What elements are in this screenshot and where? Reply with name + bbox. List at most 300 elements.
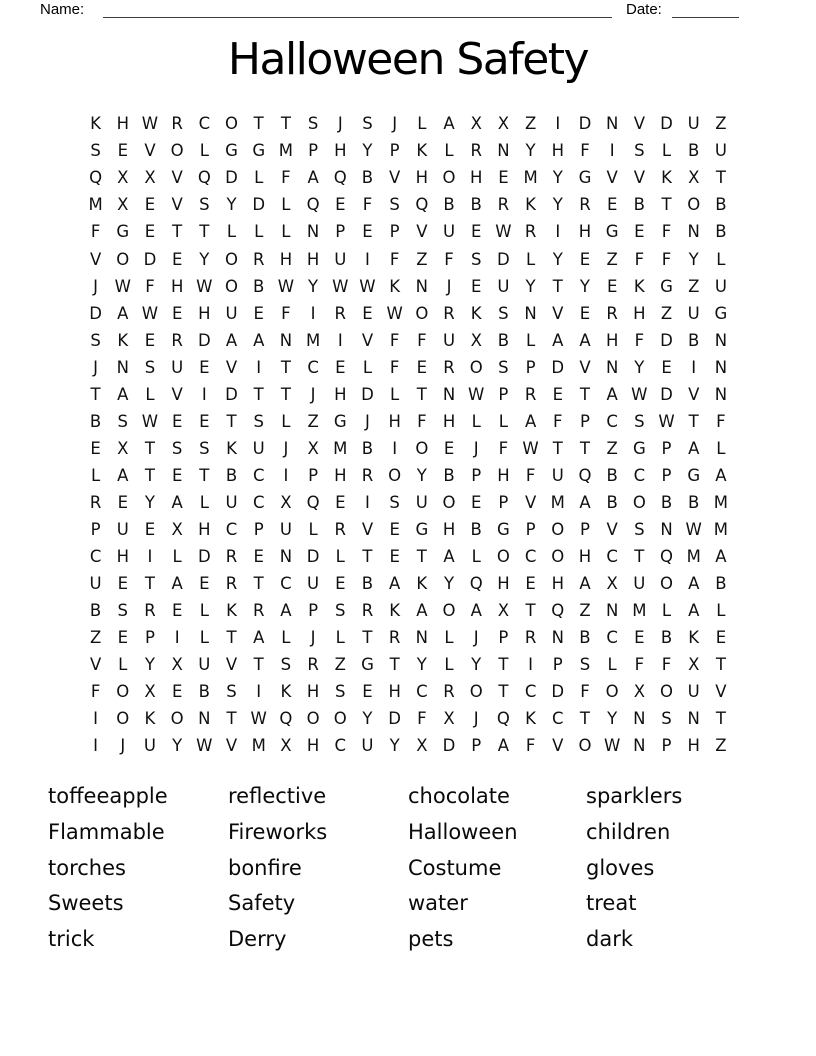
grid-cell: O bbox=[496, 547, 510, 567]
grid-cell: O bbox=[415, 303, 429, 323]
grid-cell: G bbox=[252, 141, 266, 161]
grid-cell: N bbox=[116, 357, 129, 377]
grid-cell: O bbox=[687, 195, 701, 215]
grid-cell: U bbox=[252, 438, 265, 458]
grid-cell: O bbox=[551, 547, 565, 567]
grid-cell: O bbox=[442, 492, 456, 512]
grid-cell: V bbox=[688, 384, 700, 404]
grid-cell: F bbox=[389, 357, 400, 377]
grid-cell: Z bbox=[688, 276, 700, 296]
grid-cell: W bbox=[196, 736, 213, 756]
grid-cell: S bbox=[199, 195, 210, 215]
grid-cell: U bbox=[714, 141, 727, 161]
grid-cell: I bbox=[392, 438, 398, 458]
grid-cell: U bbox=[687, 114, 700, 134]
grid-cell: H bbox=[116, 114, 129, 134]
grid-cell: S bbox=[90, 141, 101, 161]
grid-cell: O bbox=[469, 682, 483, 702]
grid-cell: M bbox=[523, 168, 538, 188]
word-list-column bbox=[586, 779, 682, 958]
grid-cell: C bbox=[252, 492, 265, 512]
grid-cell: S bbox=[362, 114, 373, 134]
grid-cell: V bbox=[552, 303, 564, 323]
grid-cell: T bbox=[552, 438, 563, 458]
grid-cell: E bbox=[443, 438, 455, 458]
grid-cell: U bbox=[442, 330, 456, 350]
grid-cell: H bbox=[198, 519, 211, 539]
grid-cell: J bbox=[310, 384, 316, 404]
grid-cell: T bbox=[362, 628, 373, 648]
grid-cell: I bbox=[174, 628, 180, 648]
grid-cell: U bbox=[361, 736, 374, 756]
grid-cell: Q bbox=[578, 465, 592, 485]
grid-cell: W bbox=[141, 114, 159, 134]
grid-cell: R bbox=[171, 330, 183, 350]
grid-cell: C bbox=[334, 736, 347, 756]
grid-cell: N bbox=[415, 628, 429, 648]
grid-cell: U bbox=[687, 682, 700, 702]
grid-cell: E bbox=[634, 628, 645, 648]
grid-cell: N bbox=[605, 114, 619, 134]
grid-cell: U bbox=[442, 222, 456, 242]
word-list-item: dark bbox=[586, 927, 633, 952]
grid-cell: S bbox=[470, 249, 482, 269]
grid-cell: X bbox=[443, 709, 455, 729]
grid-cell: H bbox=[605, 330, 619, 350]
grid-cell: A bbox=[225, 330, 238, 350]
word-list-column bbox=[408, 779, 518, 958]
grid-cell: E bbox=[117, 574, 128, 594]
grid-cell: K bbox=[416, 141, 428, 161]
word-list-item: Halloween bbox=[408, 819, 518, 844]
grid-cell: Z bbox=[606, 249, 618, 269]
grid-cell: A bbox=[606, 384, 618, 404]
grid-cell: E bbox=[171, 682, 183, 702]
grid-cell: E bbox=[199, 574, 210, 594]
grid-cell: F bbox=[417, 709, 427, 729]
grid-cell: X bbox=[171, 655, 183, 675]
date-fill-line bbox=[672, 17, 739, 18]
grid-cell: K bbox=[688, 628, 700, 648]
grid-cell: T bbox=[90, 384, 101, 404]
grid-cell: S bbox=[117, 601, 129, 621]
grid-cell: R bbox=[225, 547, 238, 567]
grid-cell: L bbox=[199, 601, 209, 621]
word-list-item: children bbox=[586, 819, 671, 844]
grid-cell: B bbox=[470, 195, 482, 215]
grid-cell: L bbox=[661, 141, 672, 161]
grid-cell: W bbox=[603, 736, 621, 756]
grid-cell: S bbox=[389, 492, 400, 512]
grid-cell: U bbox=[198, 655, 211, 675]
grid-cell: W bbox=[141, 303, 159, 323]
grid-cell: H bbox=[442, 519, 456, 539]
grid-cell: E bbox=[471, 222, 482, 242]
grid-cell: L bbox=[281, 628, 291, 648]
grid-cell: S bbox=[280, 655, 292, 675]
grid-cell: O bbox=[605, 682, 619, 702]
grid-cell: H bbox=[497, 574, 510, 594]
grid-cell: L bbox=[716, 438, 726, 458]
grid-cell: F bbox=[661, 249, 672, 269]
grid-cell: Z bbox=[715, 736, 727, 756]
word-list-item: treat bbox=[586, 891, 637, 916]
grid-cell: X bbox=[633, 682, 645, 702]
grid-cell: H bbox=[306, 249, 320, 269]
grid-cell: T bbox=[579, 709, 591, 729]
grid-cell: P bbox=[144, 628, 155, 648]
grid-cell: O bbox=[170, 709, 184, 729]
grid-cell: N bbox=[714, 330, 728, 350]
grid-cell: O bbox=[660, 682, 674, 702]
grid-cell: U bbox=[89, 574, 102, 594]
grid-cell: Q bbox=[551, 601, 565, 621]
grid-cell: J bbox=[283, 438, 289, 458]
grid-cell: E bbox=[362, 303, 373, 323]
grid-cell: D bbox=[578, 114, 592, 134]
grid-cell: I bbox=[528, 655, 534, 675]
grid-cell: U bbox=[116, 519, 129, 539]
grid-cell: Y bbox=[688, 249, 699, 269]
grid-cell: T bbox=[552, 276, 563, 296]
grid-cell: Y bbox=[552, 249, 563, 269]
grid-cell: R bbox=[524, 384, 537, 404]
grid-cell: B bbox=[225, 465, 238, 485]
grid-cell: D bbox=[225, 168, 238, 188]
grid-cell: J bbox=[120, 736, 126, 756]
grid-cell: W bbox=[468, 384, 485, 404]
grid-cell: A bbox=[443, 547, 455, 567]
grid-cell: U bbox=[687, 303, 700, 323]
grid-cell: S bbox=[498, 357, 509, 377]
grid-cell: A bbox=[171, 574, 183, 594]
grid-cell: W bbox=[141, 411, 159, 431]
grid-cell: K bbox=[389, 601, 401, 621]
grid-cell: S bbox=[226, 682, 237, 702]
grid-cell: G bbox=[605, 222, 619, 242]
grid-cell: N bbox=[442, 384, 456, 404]
grid-cell: G bbox=[687, 465, 701, 485]
grid-cell: P bbox=[525, 357, 536, 377]
grid-cell: H bbox=[687, 736, 700, 756]
grid-cell: I bbox=[555, 222, 561, 242]
grid-cell: E bbox=[715, 628, 727, 648]
grid-cell: Z bbox=[524, 114, 537, 134]
grid-cell: B bbox=[579, 628, 591, 648]
grid-cell: F bbox=[498, 438, 509, 458]
grid-cell: O bbox=[116, 682, 130, 702]
grid-cell: Y bbox=[443, 574, 455, 594]
grid-cell: R bbox=[524, 222, 537, 242]
grid-cell: Z bbox=[334, 655, 346, 675]
grid-cell: T bbox=[253, 114, 264, 134]
grid-cell: Z bbox=[715, 114, 727, 134]
grid-cell: O bbox=[116, 709, 130, 729]
grid-cell: P bbox=[661, 736, 672, 756]
grid-cell: D bbox=[197, 330, 211, 350]
grid-cell: T bbox=[144, 438, 156, 458]
grid-cell: C bbox=[198, 114, 211, 134]
grid-cell: U bbox=[225, 492, 238, 512]
grid-cell: I bbox=[201, 384, 207, 404]
grid-cell: B bbox=[715, 574, 727, 594]
grid-cell: F bbox=[90, 222, 101, 242]
grid-cell: V bbox=[389, 168, 401, 188]
grid-cell: D bbox=[388, 709, 402, 729]
grid-cell: F bbox=[417, 411, 427, 431]
grid-cell: E bbox=[253, 547, 264, 567]
grid-cell: R bbox=[89, 492, 102, 512]
grid-cell: W bbox=[250, 709, 267, 729]
grid-cell: B bbox=[606, 465, 618, 485]
grid-cell: M bbox=[713, 492, 729, 512]
grid-cell: E bbox=[253, 303, 264, 323]
grid-cell: G bbox=[578, 168, 592, 188]
grid-cell: Z bbox=[307, 411, 319, 431]
grid-cell: K bbox=[661, 168, 672, 188]
word-list-item: bonfire bbox=[228, 855, 302, 880]
grid-cell: F bbox=[389, 330, 400, 350]
grid-cell: F bbox=[634, 330, 645, 350]
grid-cell: E bbox=[362, 222, 373, 242]
grid-cell: H bbox=[334, 465, 347, 485]
grid-cell: A bbox=[253, 628, 265, 648]
grid-cell: T bbox=[253, 655, 264, 675]
grid-cell: X bbox=[171, 519, 183, 539]
grid-cell: O bbox=[632, 492, 646, 512]
grid-cell: X bbox=[280, 492, 292, 512]
grid-cell: R bbox=[443, 357, 455, 377]
grid-cell: E bbox=[144, 519, 156, 539]
grid-cell: Q bbox=[660, 547, 674, 567]
grid-cell: O bbox=[225, 276, 239, 296]
grid-cell: L bbox=[607, 655, 617, 675]
grid-cell: V bbox=[715, 682, 727, 702]
grid-cell: B bbox=[606, 492, 618, 512]
grid-cell: N bbox=[714, 384, 728, 404]
grid-cell: Y bbox=[416, 655, 427, 675]
grid-cell: P bbox=[471, 465, 482, 485]
grid-cell: G bbox=[415, 519, 429, 539]
grid-cell: M bbox=[278, 141, 294, 161]
grid-cell: F bbox=[444, 249, 454, 269]
wordsearch-grid bbox=[82, 111, 735, 760]
grid-cell: U bbox=[143, 736, 156, 756]
grid-cell: T bbox=[226, 628, 237, 648]
grid-cell: V bbox=[606, 519, 618, 539]
grid-cell: H bbox=[334, 384, 347, 404]
grid-cell: R bbox=[361, 465, 374, 485]
word-list-item: Safety bbox=[228, 891, 296, 916]
grid-cell: H bbox=[470, 168, 483, 188]
grid-cell: P bbox=[253, 519, 264, 539]
grid-cell: O bbox=[415, 438, 429, 458]
grid-cell: P bbox=[90, 519, 101, 539]
word-list-item: Sweets bbox=[48, 891, 124, 916]
grid-cell: F bbox=[580, 682, 590, 702]
grid-cell: R bbox=[252, 249, 265, 269]
grid-cell: P bbox=[389, 222, 400, 242]
grid-cell: T bbox=[416, 547, 427, 567]
grid-cell: Y bbox=[172, 736, 183, 756]
grid-cell: S bbox=[144, 357, 156, 377]
grid-cell: B bbox=[361, 574, 374, 594]
grid-cell: E bbox=[579, 303, 591, 323]
grid-cell: S bbox=[171, 438, 183, 458]
grid-cell: L bbox=[661, 601, 672, 621]
grid-cell: I bbox=[555, 114, 561, 134]
grid-cell: L bbox=[145, 384, 155, 404]
grid-cell: Y bbox=[226, 195, 237, 215]
grid-cell: N bbox=[497, 141, 510, 161]
grid-cell: X bbox=[280, 736, 292, 756]
grid-cell: B bbox=[198, 682, 210, 702]
grid-cell: C bbox=[552, 709, 564, 729]
word-list-item: Costume bbox=[408, 855, 502, 880]
grid-cell: U bbox=[307, 574, 320, 594]
grid-cell: O bbox=[306, 709, 320, 729]
grid-cell: L bbox=[390, 384, 400, 404]
grid-cell: R bbox=[225, 574, 238, 594]
grid-cell: E bbox=[199, 411, 210, 431]
grid-cell: E bbox=[117, 141, 128, 161]
grid-cell: J bbox=[93, 357, 99, 377]
grid-cell: X bbox=[688, 168, 700, 188]
grid-cell: W bbox=[522, 438, 539, 458]
word-list-item: chocolate bbox=[408, 784, 510, 808]
grid-cell: H bbox=[306, 682, 320, 702]
grid-cell: V bbox=[361, 330, 374, 350]
grid-cell: E bbox=[471, 276, 482, 296]
grid-cell: M bbox=[333, 438, 348, 458]
grid-cell: L bbox=[281, 195, 291, 215]
grid-cell: E bbox=[117, 492, 128, 512]
grid-cell: B bbox=[715, 195, 727, 215]
grid-cell: N bbox=[198, 709, 211, 729]
grid-cell: K bbox=[144, 709, 156, 729]
grid-cell: U bbox=[415, 492, 428, 512]
grid-cell: H bbox=[334, 141, 347, 161]
grid-cell: K bbox=[389, 276, 401, 296]
grid-cell: E bbox=[171, 411, 183, 431]
grid-cell: B bbox=[688, 492, 700, 512]
grid-cell: Y bbox=[308, 276, 319, 296]
grid-cell: O bbox=[170, 141, 184, 161]
grid-cell: Q bbox=[306, 195, 320, 215]
word-list-item: sparklers bbox=[586, 784, 683, 808]
grid-cell: A bbox=[117, 303, 129, 323]
grid-cell: D bbox=[660, 330, 673, 350]
grid-cell: O bbox=[578, 736, 592, 756]
grid-cell: W bbox=[631, 384, 648, 404]
grid-cell: T bbox=[498, 682, 509, 702]
grid-cell: I bbox=[93, 709, 99, 729]
grid-cell: L bbox=[172, 547, 182, 567]
grid-cell: Y bbox=[579, 276, 591, 296]
grid-cell: B bbox=[253, 276, 265, 296]
grid-cell: G bbox=[497, 519, 510, 539]
grid-cell: T bbox=[634, 547, 645, 567]
grid-cell: U bbox=[714, 276, 727, 296]
grid-cell: F bbox=[634, 249, 645, 269]
word-list-item: Fireworks bbox=[228, 819, 328, 844]
grid-cell: K bbox=[525, 709, 536, 729]
grid-cell: L bbox=[199, 628, 209, 648]
grid-cell: L bbox=[281, 411, 291, 431]
grid-cell: D bbox=[497, 249, 510, 269]
grid-cell: A bbox=[443, 114, 455, 134]
grid-cell: A bbox=[688, 574, 700, 594]
grid-cell: U bbox=[551, 465, 564, 485]
grid-cell: N bbox=[605, 357, 619, 377]
grid-cell: J bbox=[446, 276, 452, 296]
grid-cell: C bbox=[606, 628, 618, 648]
grid-cell: I bbox=[337, 330, 343, 350]
grid-cell: L bbox=[716, 601, 726, 621]
grid-cell: Z bbox=[416, 249, 428, 269]
grid-cell: N bbox=[714, 357, 728, 377]
grid-cell: E bbox=[579, 249, 591, 269]
grid-cell: T bbox=[199, 222, 210, 242]
grid-cell: Y bbox=[144, 492, 156, 512]
grid-cell: N bbox=[660, 519, 673, 539]
grid-cell: O bbox=[116, 249, 130, 269]
grid-cell: W bbox=[114, 276, 131, 296]
grid-cell: N bbox=[551, 628, 564, 648]
grid-cell: X bbox=[606, 574, 618, 594]
word-list-column bbox=[228, 779, 327, 958]
grid-cell: I bbox=[365, 492, 370, 512]
grid-cell: Z bbox=[579, 601, 591, 621]
grid-cell: Q bbox=[89, 168, 103, 188]
grid-cell: T bbox=[715, 168, 726, 188]
grid-cell: E bbox=[525, 574, 536, 594]
grid-cell: J bbox=[365, 411, 370, 431]
grid-cell: V bbox=[606, 168, 618, 188]
grid-cell: Y bbox=[416, 465, 427, 485]
grid-cell: L bbox=[444, 628, 454, 648]
grid-cell: O bbox=[469, 357, 483, 377]
grid-cell: M bbox=[632, 601, 647, 621]
grid-cell: A bbox=[117, 384, 129, 404]
grid-cell: G bbox=[660, 276, 673, 296]
page-title: Halloween Safety bbox=[227, 34, 589, 85]
grid-cell: U bbox=[497, 276, 510, 296]
grid-cell: W bbox=[332, 276, 349, 296]
grid-cell: Q bbox=[469, 574, 483, 594]
grid-cell: D bbox=[89, 303, 102, 323]
grid-cell: V bbox=[361, 519, 374, 539]
word-list-item: Derry bbox=[228, 927, 287, 952]
grid-cell: J bbox=[93, 276, 99, 296]
grid-cell: R bbox=[334, 303, 347, 323]
grid-cell: V bbox=[171, 195, 183, 215]
grid-cell: T bbox=[688, 411, 699, 431]
grid-cell: A bbox=[579, 330, 591, 350]
grid-cell: A bbox=[579, 492, 591, 512]
grid-cell: D bbox=[551, 682, 565, 702]
grid-cell: T bbox=[253, 384, 264, 404]
grid-cell: E bbox=[90, 438, 101, 458]
grid-cell: L bbox=[199, 492, 209, 512]
grid-cell: H bbox=[170, 276, 184, 296]
grid-cell: F bbox=[417, 330, 427, 350]
grid-cell: R bbox=[524, 628, 537, 648]
grid-cell: M bbox=[713, 519, 729, 539]
grid-cell: E bbox=[171, 465, 183, 485]
grid-cell: U bbox=[279, 519, 292, 539]
grid-cell: N bbox=[633, 736, 646, 756]
